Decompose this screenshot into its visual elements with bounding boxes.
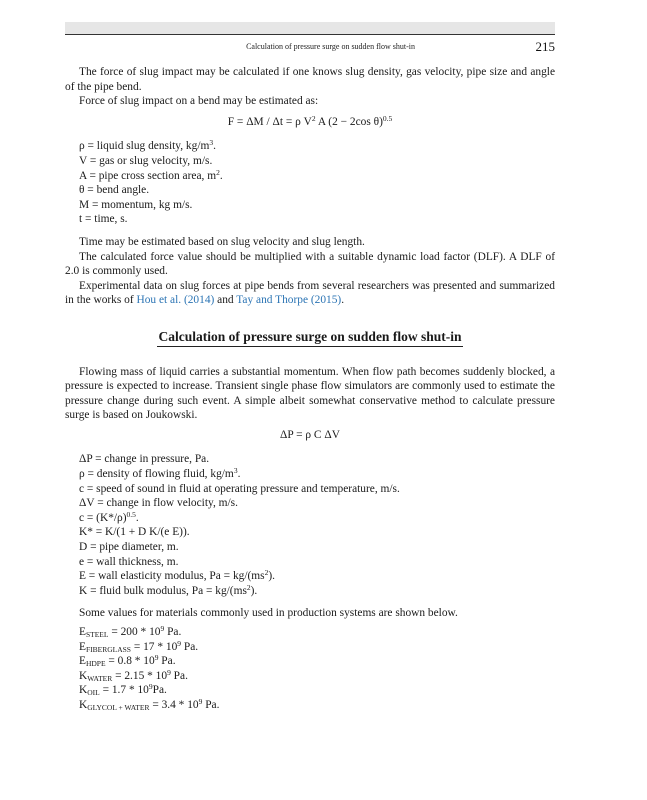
variable-superscript: 2 <box>264 568 269 578</box>
slug-variable-line <box>79 154 555 169</box>
variable-text: θ = bend angle. <box>79 184 150 197</box>
running-header <box>65 39 555 55</box>
slug-force-equation <box>65 115 555 130</box>
material-exponent: 9 <box>160 624 165 633</box>
variable-text: D = pipe diameter, m. <box>79 541 179 554</box>
variable-tail: . <box>237 468 241 481</box>
material-subscript: WATER <box>87 673 113 683</box>
page-number: 215 <box>535 39 555 54</box>
material-value-line <box>79 698 555 713</box>
material-unit: Pa. <box>170 669 188 682</box>
material-unit: Pa. <box>202 698 220 711</box>
surge-variable-line <box>79 555 555 570</box>
material-value-line <box>79 654 555 669</box>
running-title: Calculation of pressure surge on sudden flow shut-in <box>246 42 415 51</box>
slug-estimate-lead: Force of slug impact on a bend may be estimated as: <box>79 95 319 108</box>
joukowski-equation: ΔP = ρ C ΔV <box>280 428 340 441</box>
dlf-note: The calculated force value should be multiplied with a suitable dynamic load factor (DLF). A DLF of 2.0 is commonly used. <box>65 250 555 278</box>
material-exponent: 9 <box>177 638 182 648</box>
variable-text: K = fluid bulk modulus, Pa = kg/(ms <box>79 584 247 597</box>
ref-hou-link[interactable]: Hou et al. (2014) <box>136 294 215 307</box>
variable-text: t = time, s. <box>79 213 128 226</box>
material-value: = 0.8 * 10 <box>105 655 155 668</box>
materials-list <box>65 625 555 713</box>
material-exponent: 9 <box>154 653 159 663</box>
material-subscript: OIL <box>87 688 100 698</box>
variable-text: ρ = liquid slug density, kg/m <box>79 140 210 153</box>
section-title <box>65 330 555 345</box>
surge-variable-list <box>65 452 555 598</box>
material-value-line <box>79 625 555 640</box>
material-symbol: K <box>79 684 88 697</box>
header-band <box>65 22 555 34</box>
material-unit: Pa. <box>181 640 199 653</box>
variable-superscript: 0.5 <box>126 509 136 519</box>
surge-variable-line <box>79 496 555 511</box>
variable-text: ΔP = change in pressure, Pa. <box>79 453 210 466</box>
ref-and: and <box>214 294 237 307</box>
material-subscript: GLYCOL + WATER <box>87 702 150 712</box>
ref-tay-link[interactable]: Tay and Thorpe (2015) <box>236 294 342 307</box>
variable-superscript: 2 <box>216 167 220 177</box>
material-symbol: E <box>79 655 86 668</box>
material-exponent: 9 <box>198 696 203 706</box>
variable-text: E = wall elasticity modulus, Pa = kg/(ms <box>79 570 265 583</box>
section-title-text: Calculation of pressure surge on sudden flow shut-in <box>157 329 464 347</box>
time-note: Time may be estimated based on slug velocity and slug length. <box>79 235 365 248</box>
slug-intro-paragraph: The force of slug impact may be calculated if one knows slug density, gas velocity, pipe size and angle of the pipe bend. <box>65 66 555 93</box>
ref-end: . <box>341 294 345 307</box>
material-symbol: K <box>79 698 88 711</box>
material-value: = 2.15 * 10 <box>112 669 168 682</box>
slug-variable-line <box>79 198 555 213</box>
surge-variable-line <box>79 467 555 482</box>
slug-variable-line <box>79 139 555 154</box>
material-value-line <box>79 669 555 684</box>
variable-text: V = gas or slug velocity, m/s. <box>79 154 213 167</box>
variable-text: K* = K/(1 + D K/(e E)). <box>79 526 190 539</box>
surge-variable-line <box>79 452 555 467</box>
eq-middle: A (2 − 2cos θ) <box>315 115 383 128</box>
eq-exp-outer: 0.5 <box>382 113 393 123</box>
variable-superscript: 3 <box>209 138 214 148</box>
material-value: = 200 * 10 <box>108 626 161 638</box>
eq-main: F = ΔM / Δt = ρ V <box>227 115 312 128</box>
variable-text: A = pipe cross section area, m <box>79 169 217 182</box>
surge-variable-line <box>79 569 555 584</box>
slug-variable-line <box>79 212 555 227</box>
surge-variable-line <box>79 482 555 497</box>
experimental-lead: Experimental data on slug forces at pipe bends from several researchers was presented and summarized in the works of <box>65 279 555 307</box>
variable-text: ρ = density of flowing fluid, kg/m <box>79 468 234 481</box>
variable-text: c = speed of sound in fluid at operating pressure and temperature, m/s. <box>79 482 400 495</box>
variable-text: c = (K*/ρ) <box>79 511 127 524</box>
material-exponent: 9 <box>167 667 171 677</box>
variable-tail: . <box>219 169 223 182</box>
surge-variable-line <box>79 540 555 555</box>
material-symbol: E <box>79 626 86 638</box>
material-symbol: E <box>79 640 86 653</box>
variable-tail: ). <box>250 584 258 597</box>
variable-superscript: 2 <box>246 582 251 592</box>
surge-variable-line <box>79 525 555 540</box>
material-exponent: 9 <box>148 682 153 692</box>
slug-variable-line <box>79 183 555 198</box>
surge-variable-line <box>79 584 555 599</box>
material-subscript: FIBERGLASS <box>85 644 131 654</box>
materials-lead: Some values for materials commonly used in production systems are shown below. <box>79 607 458 620</box>
experimental-paragraph <box>65 279 555 308</box>
material-value: = 3.4 * 10 <box>149 698 199 711</box>
variable-text: M = momentum, kg m/s. <box>79 198 193 211</box>
variable-tail: . <box>135 511 139 524</box>
material-symbol: K <box>79 669 88 682</box>
slug-variable-line <box>79 169 555 184</box>
variable-superscript: 3 <box>233 466 238 476</box>
page-body <box>65 65 555 713</box>
surge-variable-line <box>79 511 555 526</box>
surge-paragraph: Flowing mass of liquid carries a substantial momentum. When flow path becomes suddenly blocked, a pressure is expected to increase. Transient single phase flow simulators are commonly used to estimate the pressure change during such event. A simple albeit somewhat conservative method to calculate pressure surge is based on Joukowski. <box>65 365 555 422</box>
header-rule <box>65 34 555 35</box>
variable-text: e = wall thickness, m. <box>79 555 179 568</box>
material-unit: Pa. <box>152 684 167 697</box>
material-subscript: STEEL <box>85 630 109 639</box>
material-value: = 17 * 10 <box>130 640 178 653</box>
material-value-line <box>79 683 555 698</box>
material-unit: Pa. <box>164 626 182 638</box>
material-subscript: HDPE <box>85 659 106 669</box>
variable-tail: . <box>213 140 216 153</box>
material-value-line <box>79 640 555 655</box>
material-unit: Pa. <box>158 655 176 668</box>
variable-text: ΔV = change in flow velocity, m/s. <box>79 497 238 510</box>
eq-exp-v: 2 <box>311 113 316 123</box>
slug-variable-list <box>65 139 555 227</box>
variable-tail: ). <box>268 570 275 583</box>
material-value: = 1.7 * 10 <box>99 684 149 697</box>
